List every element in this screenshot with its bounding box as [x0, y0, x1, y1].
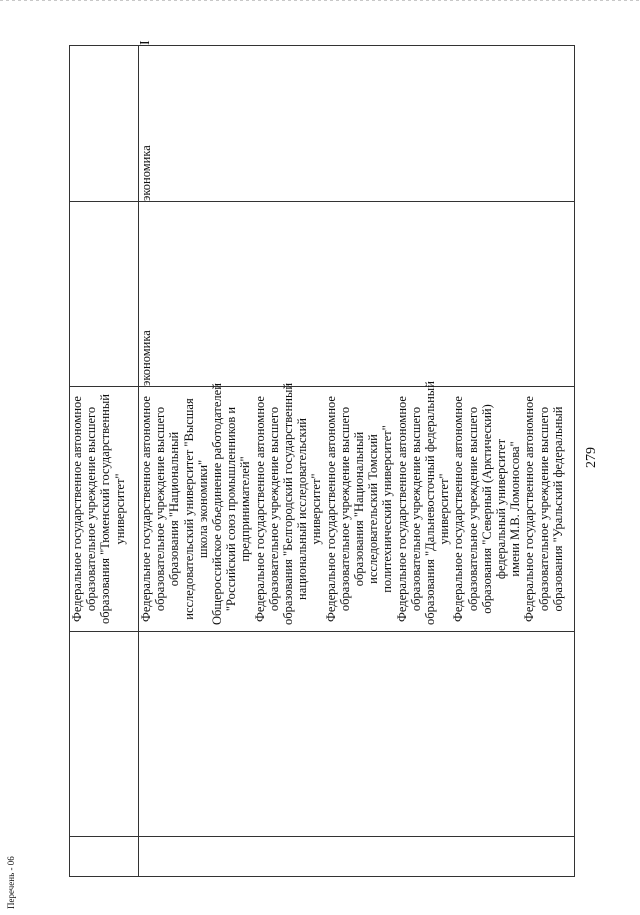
org-line: политехнический университет": [380, 425, 395, 593]
org-line: образования "Северный (Арктический): [479, 404, 494, 614]
org-line: образовательное учреждение высшего: [408, 406, 423, 612]
org-line: исследовательский Томский: [366, 434, 381, 584]
org-line: университет": [112, 473, 127, 545]
org-line: образовательное учреждение высшего: [266, 406, 281, 612]
table-cell-empty: [139, 632, 575, 837]
org-line: образования "Уральский федеральный: [550, 406, 565, 612]
table-cell-subject: экономика: [139, 202, 575, 387]
org-line: предпринимателей": [238, 456, 253, 562]
org-line: Федеральное государственное автономное: [323, 396, 338, 622]
org-line: школа экономики": [195, 459, 210, 559]
org-line: университет": [309, 473, 324, 545]
table-cell-empty: [70, 632, 139, 837]
org-line: образовательное учреждение высшего: [536, 406, 551, 612]
org-line: "Российский союз промышленников и: [224, 406, 239, 612]
org-line: университет": [437, 473, 452, 545]
org-line: образовательное учреждение высшего: [465, 406, 480, 612]
table-cell-profile: экономика: [139, 46, 575, 202]
org-line: образовательное учреждение высшего: [84, 406, 99, 612]
footer-text: Перечень - 06: [6, 856, 16, 909]
table-cell-organizers: [139, 381, 575, 632]
olympiad-table: [69, 40, 575, 877]
table-cell-organizers: [70, 387, 139, 632]
org-line: Федеральное государственное автономное: [394, 396, 409, 622]
org-line: исследовательский университет "Высшая: [181, 398, 196, 620]
org-line: Федеральное государственное автономное: [522, 396, 537, 622]
table-cell-empty: [139, 837, 575, 877]
table-cell-empty: [70, 837, 139, 877]
table-row-top: [70, 46, 139, 877]
table-row-main: Федеральное государственное автономное образовательное учреждение высшего образования "Национальный исследовательский университет "Высшая школа экономики" Общероссийское объединение работодателей "Российский союз промышленников и предпринимателей" Федеральное государственное автономное образовательное учреждение высшего образования "Белгородский государственный национальный исследовательский университет" Федеральное государственное автономное образовательное учреждение высшего образования "Национальный исследовательский Томский политехнический университет" Федеральное государственное автономное образовательное учреждение высшего образования "Дальневосточный федеральный университет" Федеральное государственное автономное образовательное учреждение высшего образования "Северный (Арктический) федеральный университет имени М.В. Ломоносова" Федеральное государственное автономное образовательное учреждение высшего образования "Уральский федеральный экономика экономика I: [139, 46, 575, 877]
table-cell-empty: [70, 46, 139, 202]
org-line: национальный исследовательский: [295, 418, 310, 600]
table-cell-empty: [70, 202, 139, 387]
org-line: Федеральное государственное автономное: [139, 396, 153, 622]
org-line: федеральный университет: [494, 438, 509, 580]
org-line: Федеральное государственное автономное: [451, 396, 466, 622]
org-line: Федеральное государственное автономное: [252, 396, 267, 622]
org-line: образования "Тюменский государственный: [98, 394, 113, 624]
org-line: имени М.В. Ломоносова": [508, 441, 523, 577]
org-line: образования "Дальневосточный федеральный: [423, 381, 438, 625]
org-line: Федеральное государственное автономное: [70, 396, 84, 622]
org-line: образовательное учреждение высшего: [337, 406, 352, 612]
org-line: образования "Национальный: [352, 431, 367, 587]
org-line: Общероссийское объединение работодателей: [210, 383, 225, 625]
org-line: образования "Национальный: [167, 431, 182, 587]
org-line: образования "Белгородский государственный: [281, 382, 296, 625]
page-number: 279: [584, 447, 599, 468]
scan-edge: [0, 0, 640, 1]
org-line: образовательное учреждение высшего: [153, 406, 168, 612]
